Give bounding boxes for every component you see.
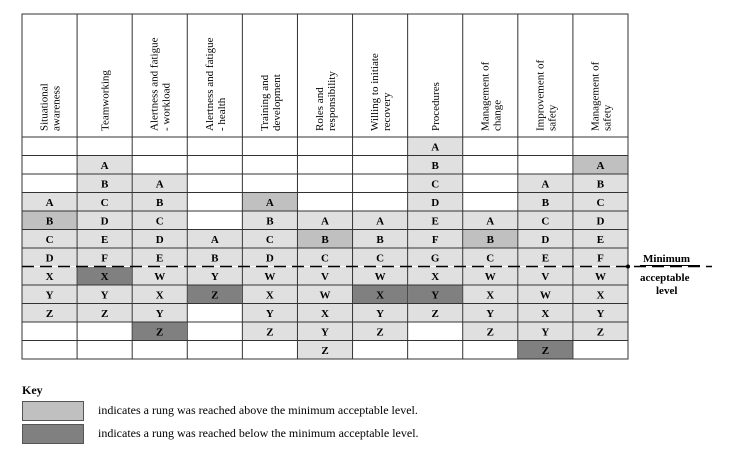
rung-label: C [376,252,385,265]
rung-label: C [100,196,109,209]
rung-label: B [486,233,494,246]
column-header: Roles andresponsibility [314,71,338,131]
column-header: Management ofsafety [589,61,614,131]
rung-label: X [100,270,109,283]
rung-label: Y [100,289,109,302]
rung-label: Z [431,307,439,320]
rung-label: Z [321,344,329,357]
rung-label: Z [376,326,384,339]
minimum-label-line-3: level [656,285,678,297]
rung-label: B [156,196,164,209]
column-header: Situationalawareness [38,83,63,131]
rung-label: E [596,233,605,246]
rung-label: D [596,215,605,228]
rung-label: Y [376,307,385,320]
rung-label: W [319,289,331,302]
rung-label: A [376,215,385,228]
rung-label: Y [265,307,274,320]
rung-label: C [265,233,274,246]
rung-label: X [596,289,605,302]
rung-label: X [486,289,495,302]
rung-label: E [431,215,439,228]
rung-label: C [541,215,550,228]
column-header: Teamworking [99,70,112,131]
rung-label: A [541,178,550,191]
rung-label: C [155,215,164,228]
rung-label: E [541,252,550,265]
minimum-label-line-1: Minimum [643,253,691,265]
column-header: Training anddevelopment [258,74,283,131]
rung-label: Y [321,326,329,339]
rung-label: E [100,233,109,246]
rung-label: X [431,270,440,283]
rung-label: Y [155,307,164,320]
key-swatch-below [22,424,84,444]
rung-label: B [541,196,550,209]
rung-label: B [376,233,384,246]
column-header: Willing to initiaterecovery [369,53,394,131]
rung-label: Z [156,326,164,339]
rung-label: A [100,159,109,172]
rung-label: A [596,159,605,172]
rung-label: A [210,233,219,246]
rung-label: A [431,141,440,154]
key-swatch-above [22,401,84,421]
rung-label: W [154,270,166,283]
rung-label: Z [266,326,274,339]
rung-label: D [45,252,54,265]
rung-label: W [539,289,551,302]
column-header: Alertness and fatigue- workload [148,37,173,131]
rung-label: Y [210,270,219,283]
rung-label: B [321,233,329,246]
column-header: Alertness and fatigue- health [203,37,228,131]
rung-label: X [265,289,274,302]
rung-label: F [101,252,109,265]
rung-label: D [100,215,109,228]
rung-label: X [376,289,385,302]
rung-label: G [430,252,440,265]
key-text-below: indicates a rung was reached below the minimum acceptable level. [98,426,419,440]
rung-label: Z [486,326,494,339]
minimum-dot [626,265,630,269]
rung-label: X [321,307,329,320]
rung-label: C [596,196,605,209]
rung-label: X [155,289,164,302]
key-row-below [22,424,722,444]
rung-label: B [431,159,439,172]
rung-label: F [597,252,604,265]
rung-label: C [486,252,495,265]
rung-label: Z [45,307,54,320]
rung-label: F [431,233,439,246]
rung-label: V [541,270,550,283]
column-header: Improvement ofsafety [534,59,559,131]
key-title: Key [22,383,43,397]
minimum-label-line-2: acceptable [640,272,690,284]
rung-label: C [45,233,54,246]
rung-label: D [265,252,274,265]
rung-label: W [594,270,606,283]
rung-label: B [100,178,109,191]
rung-label: Z [596,326,605,339]
rung-label: C [431,178,440,191]
rung-label: A [155,178,164,191]
column-header: Procedures [430,82,443,131]
rung-label: Z [211,289,219,302]
rung-label: V [321,270,329,283]
rung-label: W [264,270,276,283]
rung-label: W [374,270,386,283]
rung-label: B [266,215,274,228]
rung-label: A [321,215,329,228]
rung-label: D [155,233,164,246]
rung-label: A [265,196,274,209]
rung-label: Y [431,289,440,302]
rung-label: C [321,252,329,265]
key-row-above [22,401,722,421]
rung-label: Y [486,307,495,320]
rung-label: E [156,252,164,265]
header-layer [39,37,614,131]
column-header: Management ofchange [479,61,504,131]
rung-label: Z [541,344,550,357]
rung-label: B [596,178,605,191]
rung-label: Y [45,289,54,302]
rung-label: B [45,215,54,228]
rung-label: X [45,270,54,283]
rung-label: A [486,215,495,228]
rung-label: X [541,307,550,320]
rung-label: Z [100,307,109,320]
rung-label: Y [541,326,550,339]
rung-label: D [541,233,550,246]
rung-label: D [431,196,440,209]
key-text-above: indicates a rung was reached above the minimum acceptable level. [98,403,418,417]
rung-label: W [484,270,496,283]
rung-label: Y [596,307,605,320]
rung-label: A [45,196,54,209]
rung-label: B [211,252,219,265]
